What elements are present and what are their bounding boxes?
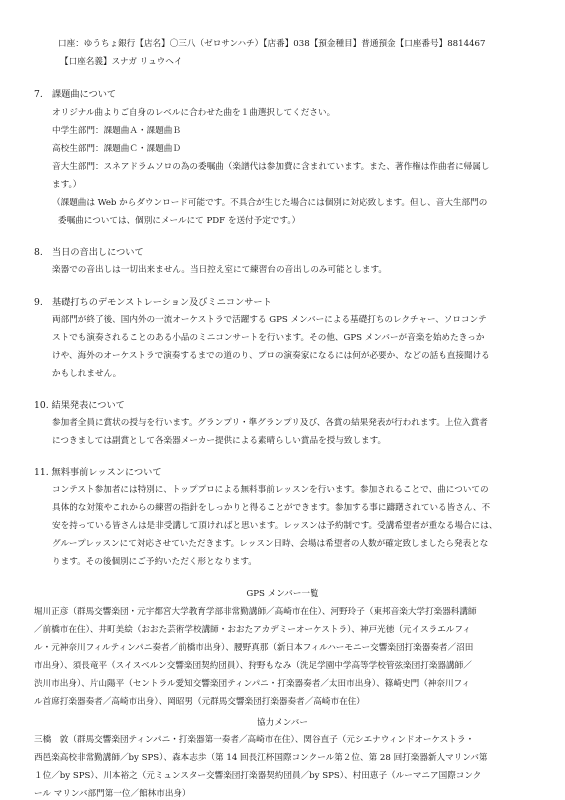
section-line: けや、海外のオーケストラで演奏するまでの道のり、プロの演奏家になるには何が必要か、などの話も直接聞ける <box>52 351 490 361</box>
section-line: オリジナル曲よりご自身のレベルに合わせた曲を１曲選択してください。 <box>52 108 336 118</box>
member-line: 堀川正彦（群馬交響楽団・元宇都宮大学教育学部非常勤講師／高崎市在住）、河野玲子（東邦音楽大学打楽器科講師 <box>34 607 477 617</box>
section-line: 高校生部門：課題曲Ｃ・課題曲Ｄ <box>52 144 181 154</box>
section-heading: 11. 無料事前レッスンについて <box>34 467 162 478</box>
member-line: 渋川市出身）、片山陽平（セントラル愛知交響楽団ティンパニ・打楽器奏者／太田市出身）、篠崎史門（神奈川フィ <box>34 679 471 689</box>
section-line: 委嘱曲については、個別にメールにて PDF を送付予定です。） <box>58 216 301 226</box>
account-line-1: 口座：ゆうちょ銀行【店名】〇三八（ゼロサンハチ）【店番】038【預金種目】普通預金【口座番号】8814467 <box>58 39 486 49</box>
section-line: 参加者全員に賞状の授与を行います。グランプリ・準グランプリ及び、各賞の結果発表が行われます。上位入賞者 <box>52 418 488 428</box>
section-line: ます。） <box>52 180 82 190</box>
member-line: ール マリンバ部門第一位／館林市出身） <box>34 789 191 799</box>
member-line: 西邑楽高校非常勤講師／by SPS）、森本志歩（第 14 回長江杯国際コンクール第２位、第 28 回打楽器新人マリンバ第 <box>34 753 488 763</box>
member-line: １位／by SPS）、川本裕之（元ミュンスター交響楽団打楽器契約団員／by SPS）、村田恵子（ルーマニア国際コンク <box>34 771 482 781</box>
section-line: につきましては副賞として各楽器メーカー提供による素晴らしい賞品を授与致します。 <box>52 436 387 446</box>
section-line: 具体的な対策やこれからの練習の指針をしっかりと得ることができます。参加する事に躊躇されている皆さん、不 <box>52 503 491 513</box>
section-line: 両部門が終了後、国内外の一流オーケストラで活躍する GPS メンバーによる基礎打ちのレクチャー、ソロコンテ <box>52 315 487 325</box>
section-line: 安を持っている皆さんは是非受講して頂ければと思います。レッスンは予約制です。受講希望者が重なる場合には、 <box>52 521 498 531</box>
member-line: 三橋 敦（群馬交響楽団ティンパニ・打楽器第一奏者／高崎市在住）、関谷直子（元シエナウィンドオーケストラ・ <box>34 735 475 745</box>
section-heading: 8. 当日の音出しについて <box>34 247 144 258</box>
section-heading: 9. 基礎打ちのデモンストレーション及びミニコンサート <box>34 297 272 308</box>
section-heading: 10. 結果発表について <box>34 400 125 411</box>
section-line: ります。その後個別にご予約いただく形となります。 <box>52 557 257 567</box>
gps-member-title: GPS メンバー一覧 <box>246 589 319 599</box>
section-line: 音大生部門：スネアドラムソロの為の委嘱曲（楽譜代は参加費に含まれています。また、著作権は作曲者に帰属し <box>52 162 490 172</box>
member-line: ル首席打楽器奏者／高崎市出身）、岡昭男（元群馬交響楽団打楽器奏者／高崎市在住） <box>34 697 365 707</box>
member-line: ル・元神奈川フィルティンパニ奏者／前橋市出身）、腰野真那（新日本フィルハーモニー交響楽団打楽器奏者／沼田 <box>34 643 474 653</box>
section-line: コンテスト参加者には特別に、トッププロによる無料事前レッスンを行います。参加されることで、曲についての <box>52 485 489 495</box>
section-heading: 7. 課題曲について <box>34 89 117 100</box>
member-line: ／前橋市在住）、井町美絵（おおた芸術学校講師・おおたアカデミーオーケストラ）、神戸光徳（元イスラエルフィ <box>34 625 471 635</box>
section-line: 楽器での音出しは一切出来ません。当日控え室にて練習台の音出しのみ可能とします。 <box>52 265 387 275</box>
account-line-2: 【口座名義】スナガ リュウヘイ <box>60 57 183 67</box>
section-line: かもしれません。 <box>52 369 122 379</box>
support-member-title: 協力メンバー <box>257 718 308 728</box>
section-line: 中学生部門：課題曲Ａ・課題曲Ｂ <box>52 126 181 136</box>
section-line: ストでも演奏されることのある小品のミニコンサートを行います。その他、GPS メンバーが音楽を始めたきっか <box>52 333 485 343</box>
section-line: グループレッスンにて対応させていただきます。レッスン日時、会場は希望者の人数が確定致しましたら発表とな <box>52 539 489 549</box>
section-line: （課題曲は Web からダウンロード可能です。不具合が生じた場合には個別に対応致します。但し、音大生部門の <box>52 198 488 208</box>
member-line: 市出身）、須長竜平（スイスベルン交響楽団契約団員）、狩野もなみ（洗足学園中学高等学校管弦楽団打楽器講師／ <box>34 661 472 671</box>
